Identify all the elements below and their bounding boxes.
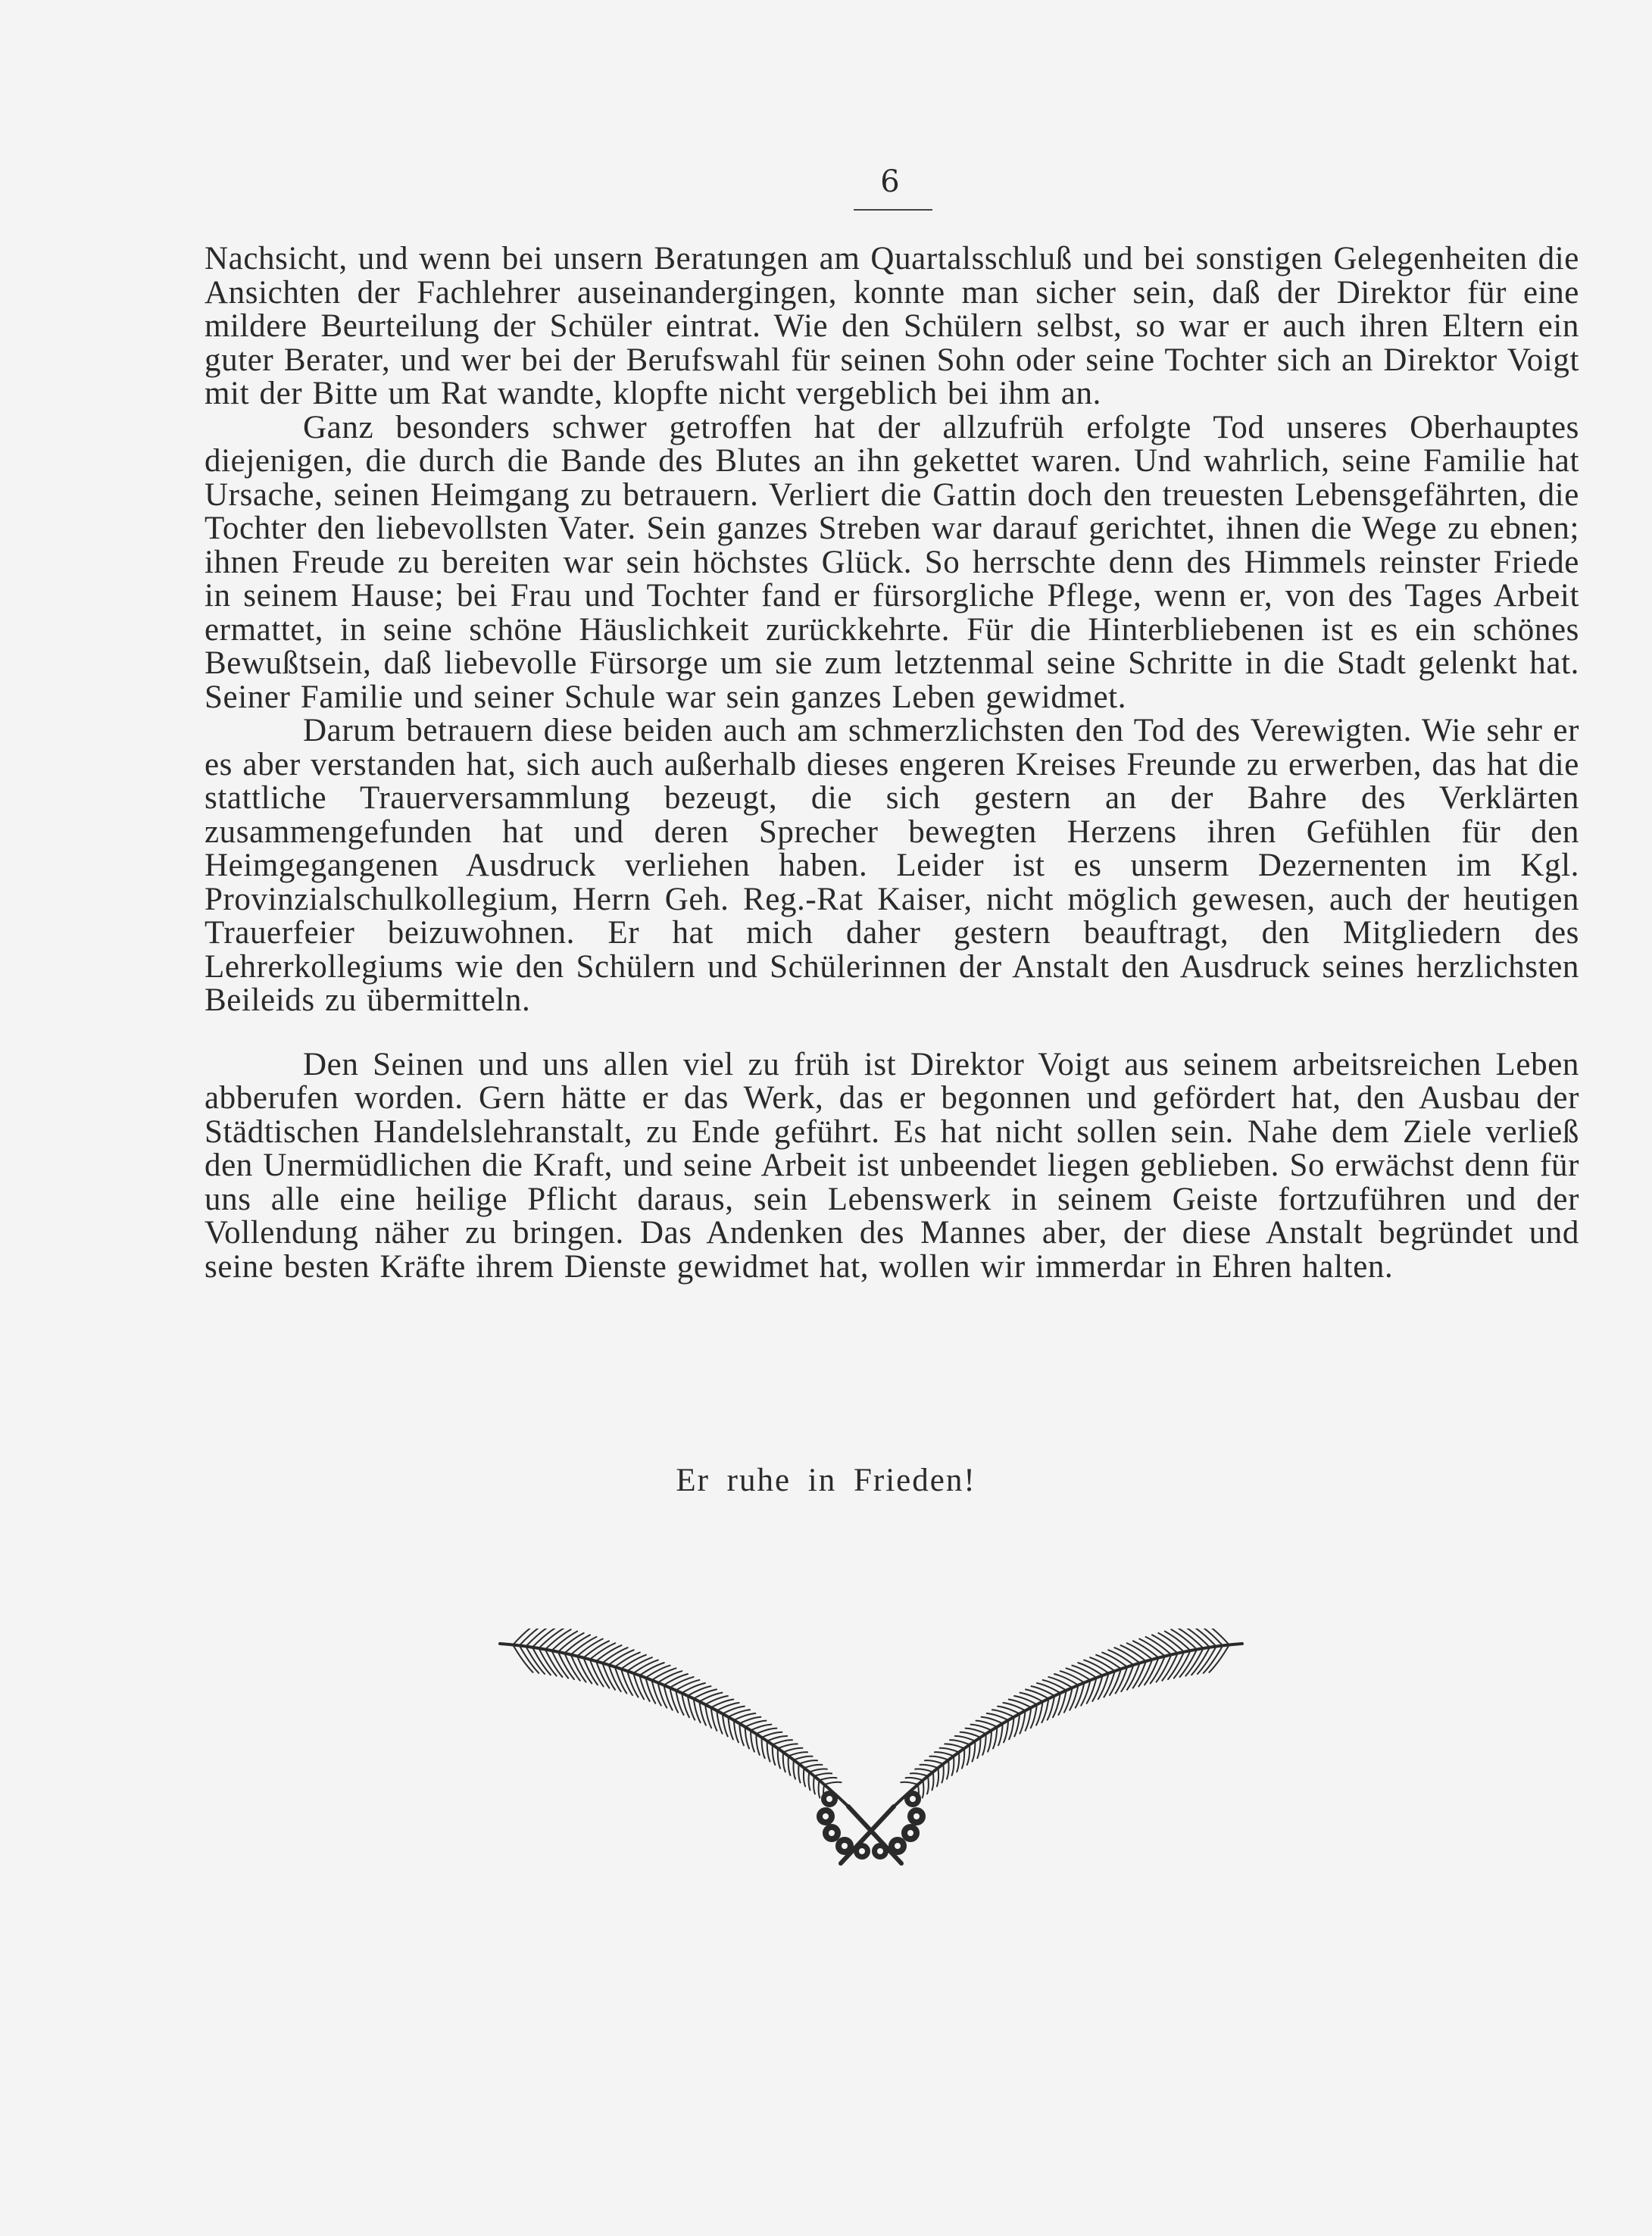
closing-line: Er ruhe in Frieden! [676,1463,976,1498]
palm-leaflet [723,1707,745,1714]
crossed-palm-fronds-wreath-icon [492,1629,1250,1878]
palm-leaflet [920,1765,938,1768]
palm-leaflet [910,1773,928,1776]
palm-leaflet [998,1707,1020,1714]
palm-leaflet [945,1744,964,1748]
palm-leaflet [1209,1645,1229,1672]
palm-leaflet [513,1645,532,1672]
palm-leaflet [571,1637,597,1654]
palm-leaflet [824,1782,842,1785]
palm-leaflet [532,1629,558,1647]
palm-leaflet [925,1760,943,1764]
palm-leaflet [793,1760,795,1779]
body-text [205,242,1579,1284]
palm-leaflet [789,1752,807,1756]
palm-leaflet [947,1760,949,1779]
palm-leaflet [1184,1629,1210,1647]
palm-leaflet [901,1782,918,1785]
palm-leaflet [906,1778,923,1781]
palm-leaflet [728,1710,750,1716]
palm-leaflet [819,1780,820,1797]
paragraph-1: Nachsicht, und wenn bei unsern Beratungen am Quartalsschluß und bei sonstigen Gelegenheiten die Ansichten der Fachlehrer auseinandergingen, konnte man sicher sein, daß der Direktor für eine mildere Beurteilung der Schüler eintrat. Wie den Schülern selbst, so war er auch ihren Eltern ein guter Berater, und wer bei der Berufswahl für seinen Sohn oder seine Tochter sich an Direktor Voigt mit der Bitte um Rat wandte, klopfte nicht vergeblich bei ihm an. [205,241,1579,411]
palm-leaflet [814,1776,815,1794]
palm-leaflet [950,1740,970,1744]
paragraph-2: Ganz besonders schwer getroffen hat der allzufrüh erfolgte Tod unseres Oberhauptes diejenigen, die durch die Bande des Blutes an ihn gekettet waren. Und wahrlich, seine Familie hat Ursache, seinen Heimgang zu betrauern. Verliert die Gattin doch den treuesten Lebensgefährten, die Tochter den liebevollsten Vater. Sein ganzes Streben war darauf gerichtet, ihnen die Wege zu ebnen; ihnen Freude zu bereiten war sein höchstes Glück. So herrschte denn des Himmels reinster Friede in seinem Hause; bei Frau und Tochter fand er fürsorgliche Pflege, wenn er, von des Tages Arbeit ermattet, in seine schöne Häuslichkeit zurückkehrte. Für die Hinterbliebenen ist es ein schönes Bewußtsein, daß liebevolle Fürsorge um sie zum letztenmal seine Schritte in die Stadt gelenkt hat. Seiner Familie und seiner Schule war sein ganzes Leben gewidmet. [205,409,1579,715]
page-number-rule [854,209,932,211]
palm-leaflet [520,1629,545,1645]
palm-leaflet [923,1780,924,1797]
palm-leaflet [804,1768,805,1786]
palm-leaflet [798,1764,800,1783]
palm-leaflet [940,1748,959,1753]
palm-leaflet [1146,1637,1172,1654]
palm-leaflet [778,1744,798,1748]
palm-leaflet [942,1764,943,1783]
palm-leaflet [804,1765,823,1768]
palm-leaflet [915,1769,933,1772]
palm-leaflet [820,1778,837,1781]
paragraph-3: Darum betrauern diese beiden auch am schmerzlichsten den Tod des Verewigten. Wie sehr er es aber verstanden hat, sich auch außerhalb dieses engeren Kreises Freunde zu erwerben, das hat die stattliche Trauerversammlung bezeugt, die sich gestern an der Bahre des Verklärten zusammengefunden hat und deren Sprecher bewegten Herzens ihren Gefühlen für den Heimgegangenen Ausdruck verliehen haben. Leider ist es unserm Dezernenten im Kgl. Provinzialschulkollegium, Herrn Geh. Reg.-Rat Kaiser, nicht möglich gewesen, auch der heutigen Trauerfeier beizuwohnen. Er hat mich daher gestern beauftragt, den Mitgliedern des Lehrerkollegiums wie den Schülern und Schülerinnen der Anstalt den Ausdruck seines herzlichsten Beileids zu übermitteln. [205,713,1579,1018]
palm-leaflet [935,1752,954,1756]
palm-leaflet [794,1757,813,1760]
palm-leaflet [1198,1629,1223,1645]
palm-leaflet [992,1710,1014,1716]
palm-leaflet [927,1776,929,1794]
palm-leaflet [799,1760,817,1764]
paragraph-4: Den Seinen und uns allen viel zu früh ist Direktor Voigt aus seinem arbeitsreichen Leben abberufen worden. Gern hätte er das Werk, das er begonnen und gefördert hat, den Ausbau der Städtischen Handelslehranstalt, zu Ende geführt. Es hat nicht sollen sein. Nahe dem Ziele verließ den Unermüdlichen die Kraft, und seine Arbeit ist unbeendet liegen geblieben. So erwächst denn für uns alle eine heilige Pflicht daraus, sein Lebenswerk in seinem Geiste fortzuführen und der Vollendung näher zu bringen. Das Andenken des Mannes aber, der diese Anstalt begründet und seine besten Kräfte ihrem Dienste gewidmet hat, wollen wir immerdar in Ehren halten. [205,1046,1579,1285]
palm-leaflet [783,1748,802,1753]
palm-leaflet [1191,1629,1216,1647]
palm-leaflet [809,1772,810,1790]
palm-leaflet [929,1757,948,1760]
palm-leaflet [932,1772,933,1790]
palm-leaflet [773,1740,792,1744]
palm-leaflet [937,1768,938,1786]
page-number: 6 [880,164,900,199]
palm-leaflet [814,1773,832,1776]
palm-leaflet [526,1629,551,1647]
palm-leaflet [809,1769,827,1772]
